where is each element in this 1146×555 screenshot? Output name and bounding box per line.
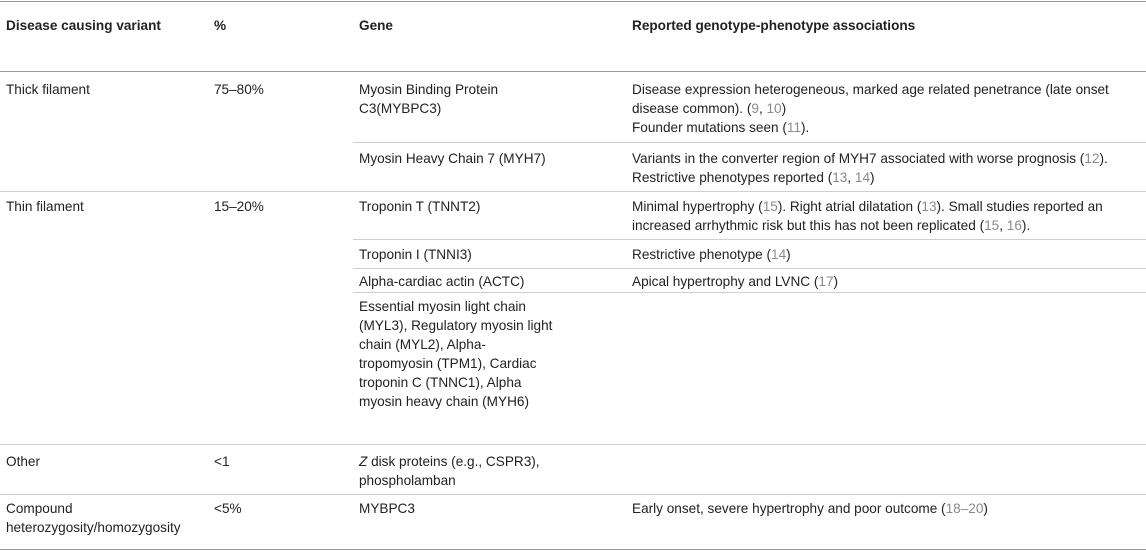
variant-other: Other: [6, 454, 40, 469]
percent-compound: <5%: [214, 501, 242, 516]
ref-link[interactable]: 14: [854, 170, 871, 185]
variant-thin-filament: Thin filament: [6, 199, 84, 214]
row-separator: [0, 444, 1146, 445]
row-separator: [0, 494, 1146, 495]
percent-other: <1: [214, 454, 230, 469]
ref-link[interactable]: 15: [762, 199, 778, 214]
ref-link[interactable]: 17: [818, 274, 834, 289]
ref-link[interactable]: 12: [1084, 151, 1100, 166]
row-separator: [353, 292, 1146, 293]
gene-tnni3: Troponin I (TNNI3): [359, 247, 472, 262]
gene-z-disk: Z disk proteins (e.g., CSPR3), phospholamban: [359, 454, 540, 488]
header-percent: %: [214, 18, 227, 33]
assoc-mybpc3: Disease expression heterogeneous, marked age related penetrance (late onset disease common). (9, 10) Founder mutations seen (11).: [632, 82, 1109, 135]
ref-link[interactable]: 11: [786, 120, 802, 135]
gene-actc: Alpha-cardiac actin (ACTC): [359, 274, 525, 289]
gene-mybpc3-compound: MYBPC3: [359, 501, 415, 516]
table-top-rule: [0, 1, 1146, 2]
header-gene: Gene: [359, 18, 393, 33]
ref-link[interactable]: 13: [921, 199, 937, 214]
gene-mybpc3: Myosin Binding Protein C3(MYBPC3): [359, 82, 499, 116]
ref-link[interactable]: 15: [984, 218, 1000, 233]
assoc-compound: Early onset, severe hypertrophy and poor outcome (18–20): [632, 501, 988, 516]
ref-link[interactable]: 14: [771, 247, 787, 262]
assoc-tnnt2: Minimal hypertrophy (15). Right atrial dilatation (13). Small studies reported an increased arrhythmic risk but this has not been replicated (15, 16).: [632, 199, 1103, 233]
assoc-actc: Apical hypertrophy and LVNC (17): [632, 274, 839, 289]
gene-tnnt2: Troponin T (TNNT2): [359, 199, 481, 214]
gene-myh7: Myosin Heavy Chain 7 (MYH7): [359, 151, 546, 166]
ref-link[interactable]: 18–20: [945, 501, 984, 516]
table-bottom-rule: [0, 549, 1146, 550]
ref-link[interactable]: 16: [1006, 218, 1022, 233]
row-separator: [353, 268, 1146, 269]
percent-thin-filament: 15–20%: [214, 199, 264, 214]
assoc-tnni3: Restrictive phenotype (14): [632, 247, 791, 262]
ref-link[interactable]: 10: [766, 101, 782, 116]
row-separator: [353, 142, 1146, 143]
assoc-myh7: Variants in the converter region of MYH7 associated with worse prognosis (12). Restrictive phenotypes reported (13, 14): [632, 151, 1108, 185]
gene-other-sarcomeric: Essential myosin light chain (MYL3), Regulatory myosin light chain (MYL2), Alpha-tropomyosin (TPM1), Cardiac troponin C (TNNC1), Alpha myosin heavy chain (MYH6): [359, 299, 553, 409]
header-rule: [0, 71, 1146, 72]
row-separator: [353, 239, 1146, 240]
ref-link[interactable]: 13: [832, 170, 848, 185]
row-separator: [0, 191, 1146, 192]
percent-thick-filament: 75–80%: [214, 82, 264, 97]
ref-link[interactable]: 9: [751, 101, 759, 116]
header-disease-variant: Disease causing variant: [6, 18, 161, 33]
header-associations: Reported genotype-phenotype associations: [632, 18, 916, 33]
variant-thick-filament: Thick filament: [6, 82, 90, 97]
variant-compound: Compound heterozygosity/homozygosity: [6, 501, 181, 535]
